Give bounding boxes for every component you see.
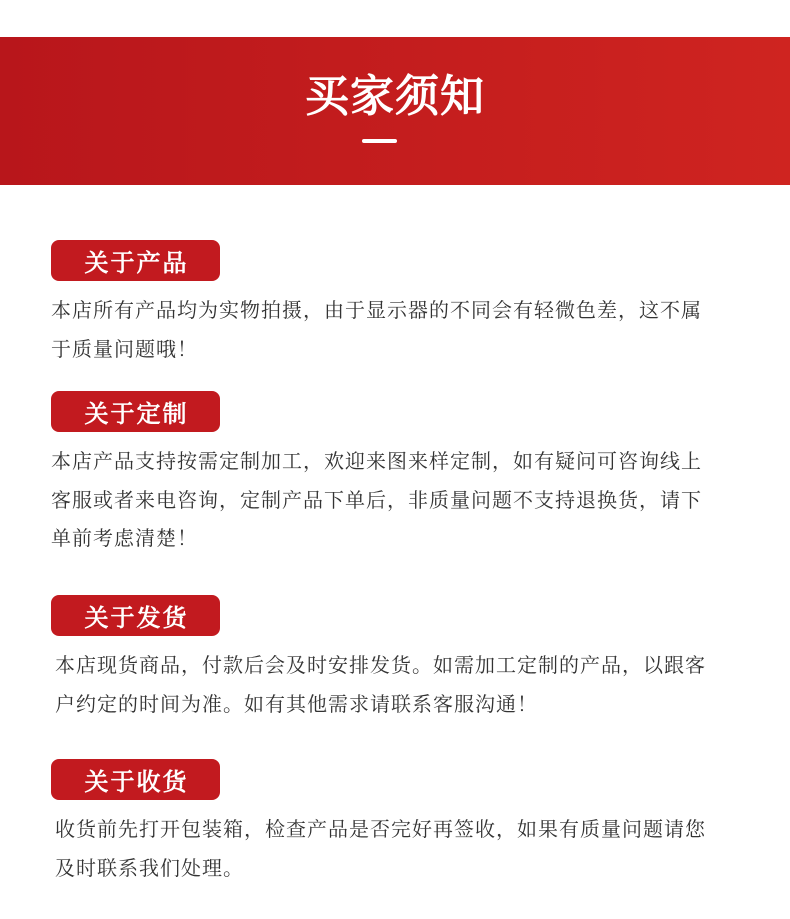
section-paragraph <box>51 442 751 558</box>
section-heading-badge: 关于收货 <box>51 759 220 800</box>
page-title: 买家须知 <box>305 71 485 122</box>
paragraph-line: 本店现货商品，付款后会及时安排发货。如需加工定制的产品，以跟客 <box>55 653 706 677</box>
section-heading-badge: 关于发货 <box>51 595 220 636</box>
section-paragraph <box>51 291 751 368</box>
section-customization <box>51 391 751 558</box>
paragraph-line: 收货前先打开包装箱，检查产品是否完好再签收，如果有质量问题请您 <box>55 817 706 841</box>
section-product <box>51 240 751 368</box>
paragraph-line: 及时联系我们处理。 <box>55 855 244 880</box>
header-banner <box>0 37 790 185</box>
title-divider <box>362 139 397 143</box>
section-shipping <box>51 595 751 723</box>
section-paragraph <box>51 810 751 887</box>
paragraph-line: 单前考虑清楚！ <box>51 526 198 550</box>
paragraph-line: 户约定的时间为准。如有其他需求请联系客服沟通！ <box>55 691 538 716</box>
section-receiving <box>51 759 751 887</box>
section-paragraph <box>51 646 751 723</box>
section-heading-badge: 关于定制 <box>51 391 220 432</box>
section-heading-badge: 关于产品 <box>51 240 220 281</box>
paragraph-line: 于质量问题哦！ <box>51 336 198 361</box>
paragraph-line: 客服或者来电咨询，定制产品下单后，非质量问题不支持退换货，请下 <box>51 487 702 512</box>
paragraph-line: 本店所有产品均为实物拍摄，由于显示器的不同会有轻微色差，这不属 <box>51 298 702 322</box>
paragraph-line: 本店产品支持按需定制加工，欢迎来图来样定制，如有疑问可咨询线上 <box>51 449 702 473</box>
